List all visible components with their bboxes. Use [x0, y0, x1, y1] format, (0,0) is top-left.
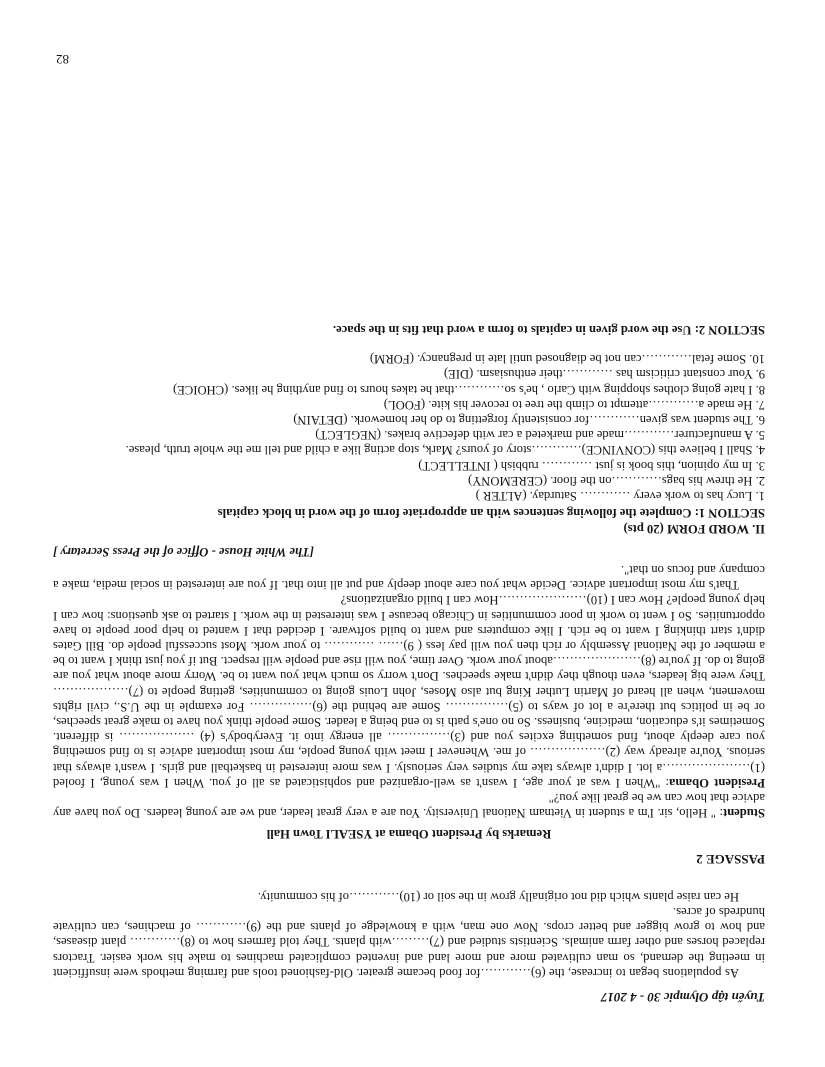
- passage2-closing: That's my most important advice. Decide what you care about deeply and put all into that. If you are interested in social media, make a company and focus on that".: [53, 562, 765, 593]
- word-form-section1: SECTION 1: Complete the following sentences with an appropriate form of the word in block capitals: [217, 506, 765, 521]
- passage2-source: [The White House - Office of the Press Secretary ]: [53, 544, 314, 559]
- student-text: : " Hello, sir. I'm a student in Vietnam National University. You are a very great leader, and we are young leaders. Do you have any advice that how can we be great like you?": [53, 790, 765, 821]
- word-form-items: [53, 351, 765, 503]
- word-form-item: 6. The student was given…………for consistently forgetting to do her homework. (DETAIN): [293, 413, 765, 428]
- word-form-section2: SECTION 2: Use the word given in capitals to form a word that fits in the space.: [332, 323, 765, 338]
- president-answer: [53, 592, 765, 790]
- word-form-item: 3. In my opinion, this book is just ………… rubbish ( INTELLECT): [418, 458, 765, 473]
- passage1-paragraph-2: He can raise plants which did not originally grow in the soil or (10)…………of his community.: [257, 889, 739, 904]
- passage2-title: PASSAGE 2: [696, 851, 765, 867]
- word-form-item: 7. He made a…………attempt to climb the tree to recover his kite. (FOOL): [383, 397, 765, 412]
- word-form-item: 2. He threw his bags…………on the floor. (CEREMONY): [468, 473, 765, 488]
- passage2-subtitle: Remarks by President Obama at YSEALI Town Hall: [266, 827, 552, 842]
- word-form-item: 4. Shall I believe this (CONVINCE)…………story of yours? Mark, stop acting like a child and tell me the whole truth, please.: [125, 443, 765, 458]
- word-form-item: 1. Lucy has to work every ………… Saturday. (ALTER ): [475, 489, 765, 504]
- passage1-paragraph-1: As populations began to increase, the (6)…………for food became greater. Old-fashioned tools and farming methods were insufficient in meeting the demand, so man cultivated more and more land and invented complicated machines to make his work easier. Tractors replaced horses and other farm animals. Scientists studied and (7)………with plants. They told farmers how to (8)………… plant diseases, and how to grow bigger and better crops. Now one man, with a knowledge of plants and the (9)………… of machines, can cultivate hundreds of acres.: [53, 904, 765, 980]
- president-text: : "When I was at your age, I wasn't as well-organized and sophisticated as all of you. When I was young, I fooled (1)…………………a lot. I didn't always take my studies very seriously. I was more interested in basketball and girls. I wasn't always that serious. You're already way (2)……………… of me. Whenever I meet with young people, my most important advice is to find something you care deeply about, find something excites you and (3)…………… all energy into it. Everybody's (4) ……………… is different. Sometimes it's education, medicine, business. So no one's path is to end being a leader. Some people think you have to make great speeches, or be in politics but there're a lot of ways to (5)…………… Some are behind the (6)…………… For example in the U.S., civil rights movement, when all heard of Martin Luther King but also Moses, John Louis going to communities, getting people to (7)……………… They were big leaders, even though they didn't make speeches. Don't worry so much what you want to be. Worry more about what you are going to do. If you're (8)…………………about your work. Over time, you will rise and people will respect. But if you just think I want to be a member of the National Assembly or rich then you will pay less ( 9)…… ………… to your work. Most successful people do. Bill Gates didn't start thinking I want to be rich. I like computers and want to build software. I decided that I wanted to help poor people to have opportunities. So I went to work in poor communities in Chicago because I was interested in the work. I started to ask questions: how can I help young people? How can I (10)…………………How can I build organizations?: [53, 593, 765, 790]
- word-form-heading: II. WORD FORM (20 pts): [623, 521, 765, 536]
- word-form-item: 8. I hate going clothes shopping with Carlo , he's so…………that he takes hours to find anything he likes. (CHOICE): [173, 382, 765, 397]
- word-form-item: 9. Your constant criticism has …………their enthusiasm. (DIE): [443, 367, 765, 382]
- page-content: [53, 322, 765, 1005]
- word-form-item: 10. Some fetal…………can not be diagnosed until late in pregnancy. (FORM): [369, 352, 765, 367]
- student-question: [53, 790, 765, 820]
- page-number: 82: [56, 52, 69, 67]
- word-form-item: 5. A manufacturer…………made and marketed a car with defective brakes. (NEGLECT): [315, 428, 765, 443]
- page-header: Tuyển tập Olympic 30 - 4 2017: [600, 990, 765, 1005]
- student-label: Student: [723, 806, 765, 821]
- president-label: President Obama: [669, 775, 765, 790]
